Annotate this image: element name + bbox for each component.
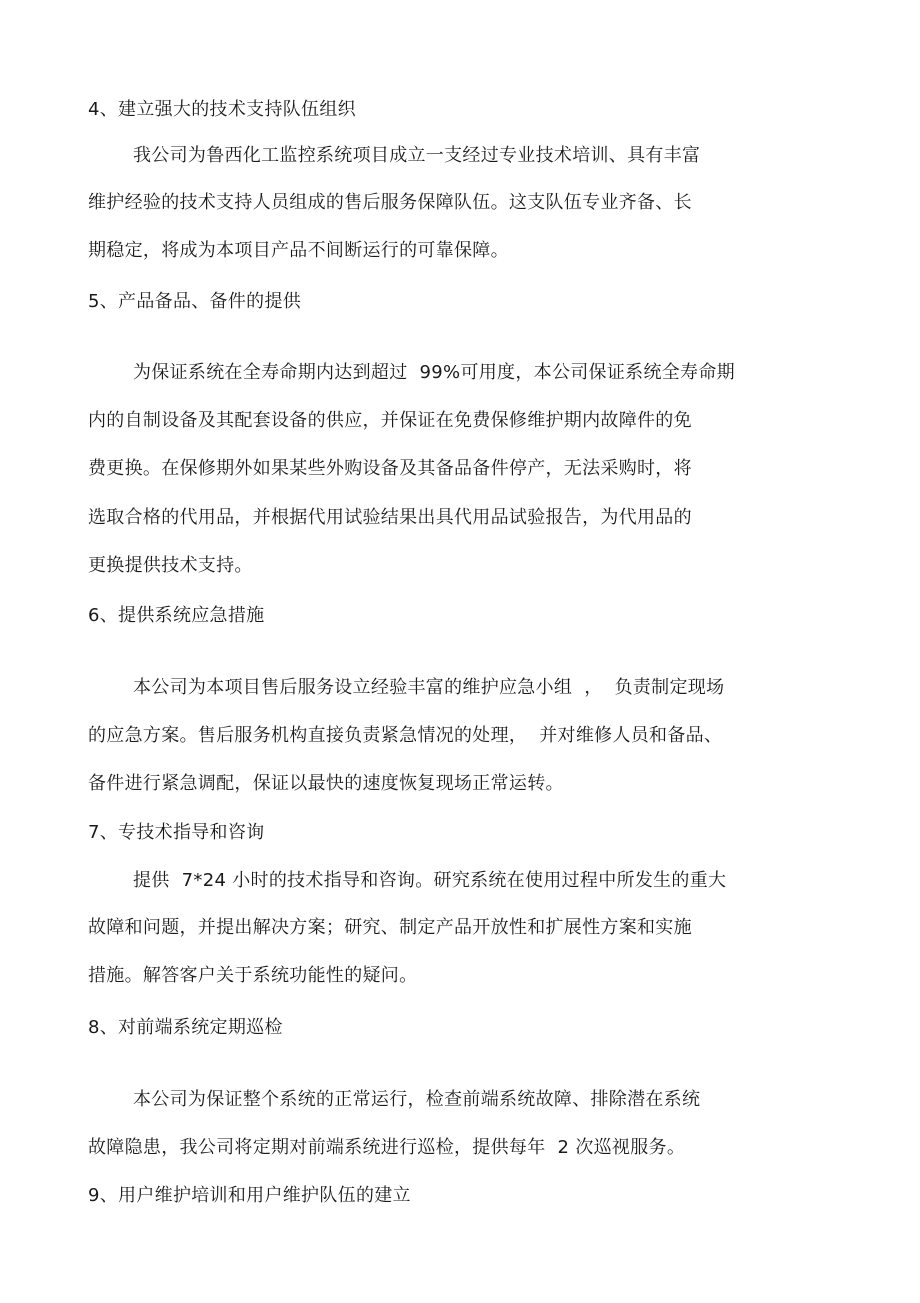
- paragraph-line: 本公司为保证整个系统的正常运行，检查前端系统故障、排除潜在系统: [133, 1089, 701, 1110]
- section-heading-6: 6、提供系统应急措施: [88, 605, 265, 626]
- paragraph-line: 的应急方案。售后服务机构直接负责紧急情况的处理， 并对维修人员和备品、: [88, 725, 723, 746]
- paragraph-line: 选取合格的代用品，并根据代用试验结果出具代用品试验报告，为代用品的: [88, 507, 692, 528]
- paragraph-line: 内的自制设备及其配套设备的供应，并保证在免费保修维护期内故障件的免: [88, 410, 692, 431]
- paragraph-line: 本公司为本项目售后服务设立经验丰富的维护应急小组 ， 负责制定现场: [133, 677, 725, 698]
- paragraph-line: 故障和问题，并提出解决方案；研究、制定产品开放性和扩展性方案和实施: [88, 917, 692, 938]
- section-heading-4: 4、建立强大的技术支持队伍组织: [88, 99, 356, 120]
- paragraph-line: 期稳定，将成为本项目产品不间断运行的可靠保障。: [88, 240, 509, 261]
- section-heading-8: 8、对前端系统定期巡检: [88, 1017, 283, 1038]
- paragraph-line: 我公司为鲁西化工监控系统项目成立一支经过专业技术培训、具有丰富: [133, 145, 701, 166]
- section-heading-9: 9、用户维护培训和用户维护队伍的建立: [88, 1185, 411, 1206]
- paragraph-line: 措施。解答客户关于系统功能性的疑问。: [88, 965, 418, 986]
- paragraph-line: 维护经验的技术支持人员组成的售后服务保障队伍。这支队伍专业齐备、长: [88, 192, 692, 213]
- paragraph-line: 故障隐患，我公司将定期对前端系统进行巡检，提供每年 2 次巡视服务。: [88, 1137, 686, 1158]
- paragraph-line: 提供 7*24 小时的技术指导和咨询。研究系统在使用过程中所发生的重大: [133, 870, 727, 891]
- paragraph-line: 备件进行紧急调配，保证以最快的速度恢复现场正常运转。: [88, 773, 564, 794]
- paragraph-line: 费更换。在保修期外如果某些外购设备及其备品备件停产，无法采购时，将: [88, 458, 692, 479]
- paragraph-line: 更换提供技术支持。: [88, 555, 253, 576]
- section-heading-5: 5、产品备品、备件的提供: [88, 291, 302, 312]
- paragraph-line: 为保证系统在全寿命期内达到超过 99%可用度，本公司保证系统全寿命期: [133, 362, 735, 383]
- section-heading-7: 7、专技术指导和咨询: [88, 822, 265, 843]
